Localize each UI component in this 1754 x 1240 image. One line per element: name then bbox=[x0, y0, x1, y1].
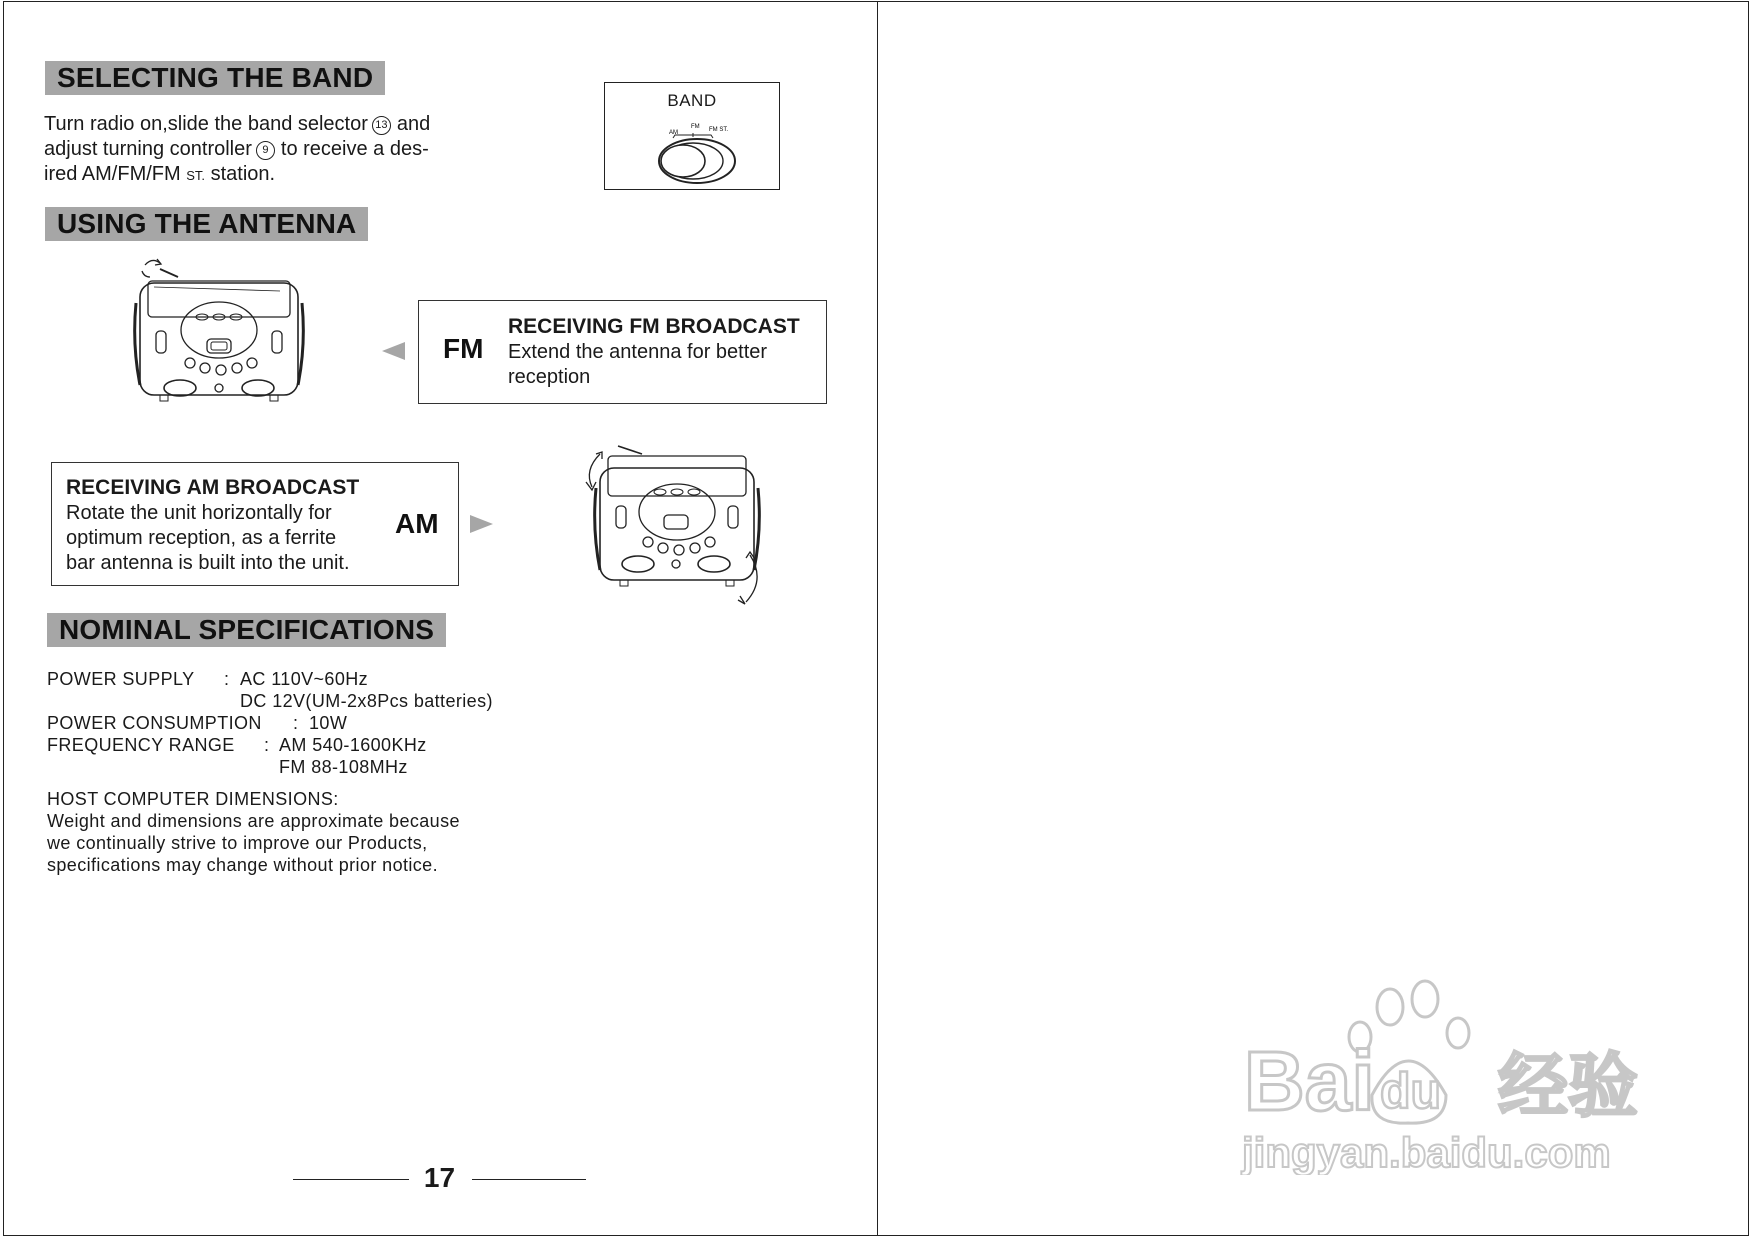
am-callout-line-1: Rotate the unit horizontally for bbox=[66, 502, 332, 524]
fm-pointer-arrow-icon bbox=[382, 342, 405, 360]
watermark-url: jingyan.baidu.com bbox=[1242, 1129, 1611, 1175]
watermark-brand-du: du bbox=[1380, 1063, 1442, 1119]
frequency-range-label: FREQUENCY RANGE bbox=[47, 735, 235, 755]
instruction-line-3: ired AM/FM/FM ST. station. bbox=[44, 163, 276, 185]
am-callout-title: RECEIVING AM BROADCAST bbox=[66, 476, 360, 499]
power-supply-dc: DC 12V(UM-2x8Pcs batteries) bbox=[240, 691, 493, 711]
am-callout-box bbox=[51, 462, 459, 586]
heading-using-antenna: USING THE ANTENNA bbox=[45, 207, 368, 241]
baidu-paw-logo-icon bbox=[1240, 975, 1670, 1175]
band-pos-fm: FM bbox=[691, 124, 700, 130]
frequency-am: AM 540-1600KHz bbox=[279, 735, 427, 755]
selecting-band-instructions bbox=[44, 112, 564, 188]
instruction-line-1: Turn radio on,slide the band selector 13 and bbox=[44, 113, 431, 135]
fm-tag: FM bbox=[443, 333, 484, 364]
dimensions-label: HOST COMPUTER DIMENSIONS: bbox=[47, 789, 339, 809]
note-line-2: we continually strive to improve our Products, bbox=[47, 833, 428, 853]
note-line-1: Weight and dimensions are approximate because bbox=[47, 811, 460, 831]
frequency-fm: FM 88-108MHz bbox=[279, 757, 408, 777]
ref-band-selector: 13 bbox=[372, 116, 391, 135]
power-supply-label: POWER SUPPLY bbox=[47, 669, 195, 689]
fm-callout-text bbox=[508, 314, 824, 390]
power-consumption-value: 10W bbox=[309, 713, 348, 733]
heading-nominal-specifications: NOMINAL SPECIFICATIONS bbox=[47, 613, 446, 647]
band-label: BAND bbox=[667, 91, 717, 110]
ref-tuning-controller: 9 bbox=[256, 141, 275, 160]
fm-callout-title: RECEIVING FM BROADCAST bbox=[508, 315, 800, 338]
frequency-range-colon: : bbox=[264, 735, 270, 755]
power-supply-colon: : bbox=[224, 669, 230, 689]
band-pos-fmst: FM ST. bbox=[709, 127, 728, 133]
specifications-block bbox=[47, 668, 607, 878]
band-switch-icon bbox=[605, 83, 781, 191]
fm-callout-box bbox=[418, 300, 827, 404]
note-line-3: specifications may change without prior notice. bbox=[47, 855, 438, 875]
am-callout-text bbox=[66, 475, 386, 576]
radio-antenna-extended-icon bbox=[130, 255, 310, 420]
page-number-rule-right bbox=[472, 1179, 586, 1180]
power-supply-ac: AC 110V~60Hz bbox=[240, 669, 369, 689]
heading-selecting-band: SELECTING THE BAND bbox=[45, 61, 385, 95]
band-pos-am: AM bbox=[669, 130, 678, 136]
am-pointer-arrow-icon bbox=[470, 515, 493, 533]
page-spine bbox=[877, 1, 878, 1236]
power-consumption-colon: : bbox=[293, 713, 299, 733]
instruction-line-2: adjust turning controller 9 to receive a des- bbox=[44, 138, 429, 160]
power-consumption-label: POWER CONSUMPTION bbox=[47, 713, 262, 733]
am-callout-line-3: bar antenna is built into the unit. bbox=[66, 552, 350, 574]
watermark-brand: Bai bbox=[1244, 1034, 1375, 1128]
radio-rotate-icon bbox=[570, 440, 780, 610]
page-number: 17 bbox=[423, 1162, 456, 1193]
watermark-chinese: 经验 bbox=[1498, 1045, 1638, 1127]
am-tag: AM bbox=[395, 508, 439, 539]
fm-callout-line-2: reception bbox=[508, 366, 591, 388]
fm-callout-line-1: Extend the antenna for better bbox=[508, 341, 768, 363]
am-callout-line-2: optimum reception, as a ferrite bbox=[66, 527, 337, 549]
band-selector-diagram bbox=[604, 82, 780, 190]
baidu-watermark bbox=[1240, 975, 1670, 1175]
